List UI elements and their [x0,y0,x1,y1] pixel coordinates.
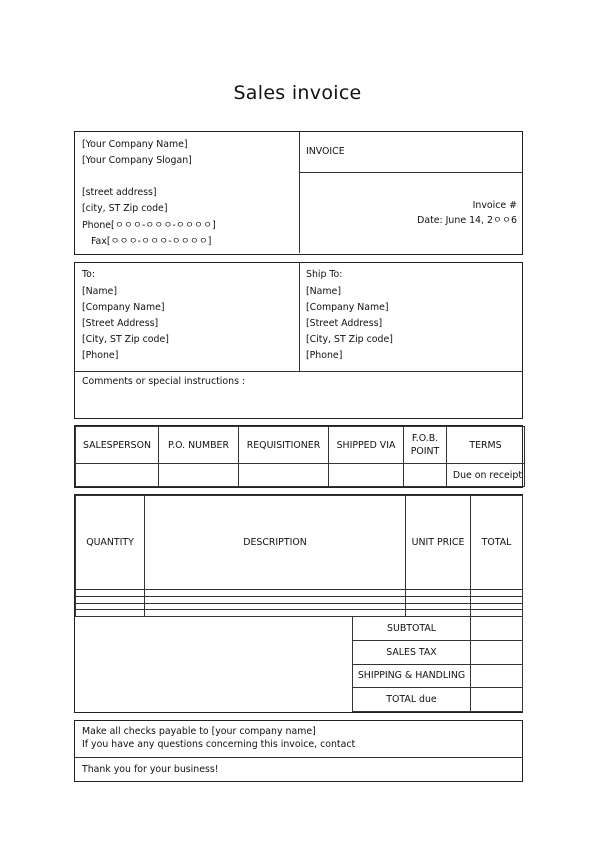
value-po-number [159,464,239,487]
totals-block [352,616,522,712]
sales-tax-label: SALES TAX [353,640,471,664]
header-salesperson: SALESPERSON [76,427,159,464]
divider [299,172,522,173]
table-row [76,590,523,597]
header-shipped-via: SHIPPED VIA [329,427,404,464]
cell [145,603,406,610]
subtotal-label: SUBTOTAL [353,617,471,641]
to-city: [City, ST Zip code] [82,334,169,345]
value-terms: Due on receipt [447,464,525,487]
cell [406,590,471,597]
ship-to-city: [City, ST Zip code] [306,334,393,345]
divider [75,757,522,758]
value-shipped-via [329,464,404,487]
header-unit-price: UNIT PRICE [406,496,471,590]
cell [471,590,523,597]
to-phone: [Phone] [82,350,119,361]
cell [471,596,523,603]
invoice-number-label: Invoice # [472,200,517,211]
cell [145,590,406,597]
items-table [75,495,523,617]
cell [145,596,406,603]
company-name: [Your Company Name] [82,139,188,150]
header-terms: TERMS [447,427,525,464]
cell [76,596,145,603]
company-invoice-section [74,131,523,255]
checks-payable-note: Make all checks payable to [your company name] [82,726,316,737]
header-description: DESCRIPTION [145,496,406,590]
header-po-number: P.O. NUMBER [159,427,239,464]
table-row [76,596,523,603]
company-street: [street address] [82,187,157,198]
ship-to-phone: [Phone] [306,350,343,361]
ship-to-street: [Street Address] [306,318,383,329]
company-phone: Phone[ㅇㅇㅇ-ㅇㅇㅇ-ㅇㅇㅇㅇ] [82,220,216,231]
cell [76,590,145,597]
subtotal-value [471,617,523,641]
table-row [76,603,523,610]
thank-you-note: Thank you for your business! [82,764,219,775]
totals-table [352,616,523,712]
shipping-label: SHIPPING & HANDLING [353,664,471,688]
ship-to-company: [Company Name] [306,302,389,313]
cell [471,603,523,610]
company-fax: Fax[ㅇㅇㅇ-ㅇㅇㅇ-ㅇㅇㅇㅇ] [91,236,212,247]
sales-tax-value [471,640,523,664]
divider [75,371,522,372]
cell [406,603,471,610]
value-salesperson [76,464,159,487]
questions-note: If you have any questions concerning this invoice, contact [82,739,356,750]
to-company: [Company Name] [82,302,165,313]
address-section [74,262,523,419]
header-quantity: QUANTITY [76,496,145,590]
to-name: [Name] [82,286,117,297]
divider [299,132,300,253]
shipping-value [471,664,523,688]
header-requisitioner: REQUISITIONER [239,427,329,464]
company-city: [city, ST Zip code] [82,203,168,214]
value-fob-point [404,464,447,487]
value-requisitioner [239,464,329,487]
header-total: TOTAL [471,496,523,590]
cell [76,603,145,610]
footer-section [74,720,523,782]
ship-to-name: [Name] [306,286,341,297]
to-street: [Street Address] [82,318,159,329]
cell [76,610,145,617]
divider [299,263,300,371]
total-due-label: TOTAL due [353,688,471,712]
company-slogan: [Your Company Slogan] [82,155,192,166]
total-due-value [471,688,523,712]
invoice-label: INVOICE [306,146,345,157]
items-section [74,494,523,713]
to-label: To: [82,269,96,280]
invoice-date: Date: June 14, 2ㅇㅇ6 [417,215,517,226]
cell [406,596,471,603]
order-info-section [74,425,523,488]
order-info-table [75,426,525,487]
header-fob-point: F.O.B. POINT [404,427,447,464]
document-title: Sales invoice [233,82,362,104]
ship-to-label: Ship To: [306,269,343,280]
comments-label: Comments or special instructions : [82,376,246,387]
